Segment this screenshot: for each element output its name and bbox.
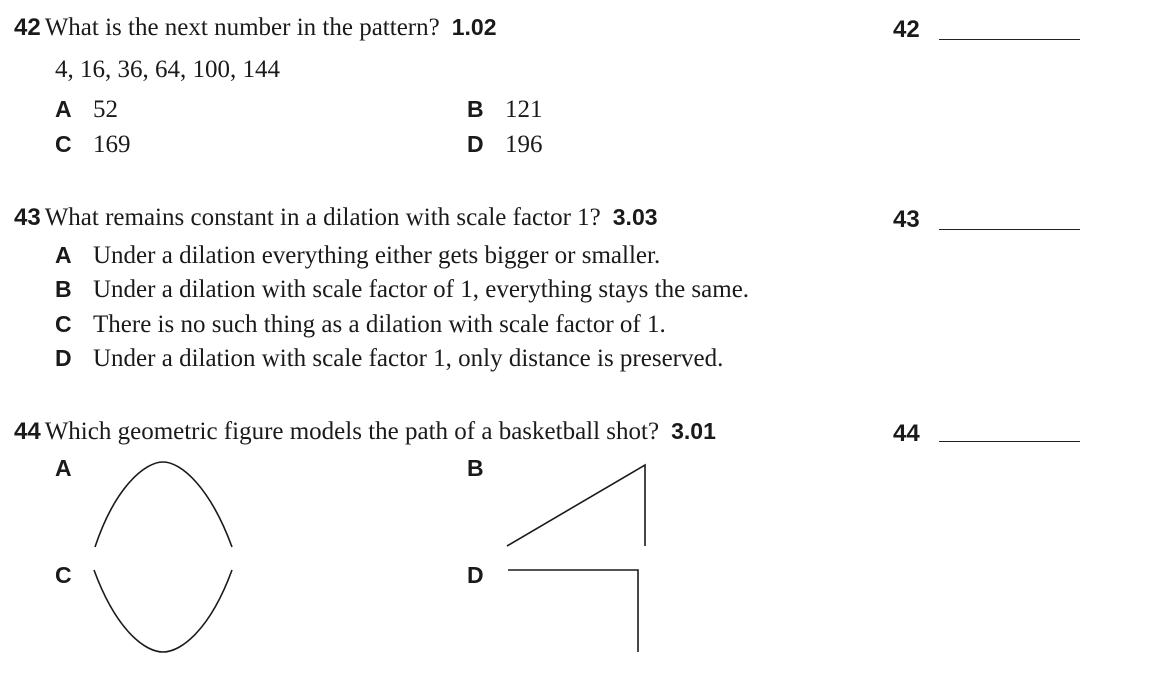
standard-code: 3.03 [612, 204, 658, 230]
question-text: What remains constant in a dilation with scale factor 1? [44, 204, 601, 231]
choice-text: Under a dilation with scale factor 1, only distance is preserved. [93, 345, 724, 372]
answer-blank[interactable] [939, 229, 1080, 230]
choice-c[interactable] [55, 311, 666, 339]
corner-angle-figure[interactable] [504, 564, 646, 656]
choice-letter: A [55, 242, 72, 268]
answer-label: 44 [893, 420, 920, 447]
choice-c-letter[interactable]: C [55, 562, 72, 588]
question-number: 44 [14, 418, 41, 445]
downward-opening-arc-figure[interactable] [90, 462, 240, 554]
question-number: 42 [14, 14, 41, 41]
answer-blank[interactable] [939, 441, 1080, 442]
question-43 [14, 204, 658, 232]
standard-code: 1.02 [451, 14, 497, 40]
choice-letter: D [467, 131, 484, 157]
standard-code: 3.01 [671, 418, 716, 444]
choice-d[interactable] [55, 345, 723, 373]
question-44 [14, 418, 716, 446]
answer-label: 42 [893, 16, 920, 43]
upward-opening-arc-figure[interactable] [90, 566, 240, 658]
choice-text: 52 [93, 96, 118, 123]
choice-text: 121 [505, 96, 543, 123]
right-triangle-outline-figure[interactable] [504, 462, 652, 552]
answer-label: 43 [893, 206, 920, 233]
choice-b[interactable] [55, 276, 749, 304]
number-sequence: 4, 16, 36, 64, 100, 144 [55, 56, 280, 83]
choice-d[interactable] [467, 131, 543, 159]
choice-text: There is no such thing as a dilation with scale factor of 1. [93, 311, 666, 338]
choice-text: Under a dilation everything either gets bigger or smaller. [93, 242, 661, 269]
choice-letter: C [55, 131, 72, 157]
question-number: 43 [14, 204, 41, 231]
choice-b-letter[interactable]: B [467, 455, 484, 481]
choice-text: 169 [93, 131, 131, 158]
choice-letter: B [467, 96, 484, 122]
question-42 [14, 14, 496, 42]
choice-text: Under a dilation with scale factor of 1, everything stays the same. [93, 276, 750, 303]
choice-letter: B [55, 276, 72, 302]
choice-letter: D [55, 345, 72, 371]
choice-text: 196 [505, 131, 543, 158]
choice-a-letter[interactable]: A [55, 455, 72, 481]
choice-a[interactable] [55, 242, 660, 270]
question-text: Which geometric figure models the path of a basketball shot? [44, 418, 660, 445]
answer-blank[interactable] [939, 39, 1080, 40]
choice-d-letter[interactable]: D [467, 562, 484, 588]
choice-a[interactable] [55, 96, 118, 124]
choice-b[interactable] [467, 96, 543, 124]
choice-letter: C [55, 311, 72, 337]
choice-c[interactable] [55, 131, 131, 159]
choice-letter: A [55, 96, 72, 122]
question-text: What is the next number in the pattern? [44, 14, 440, 41]
